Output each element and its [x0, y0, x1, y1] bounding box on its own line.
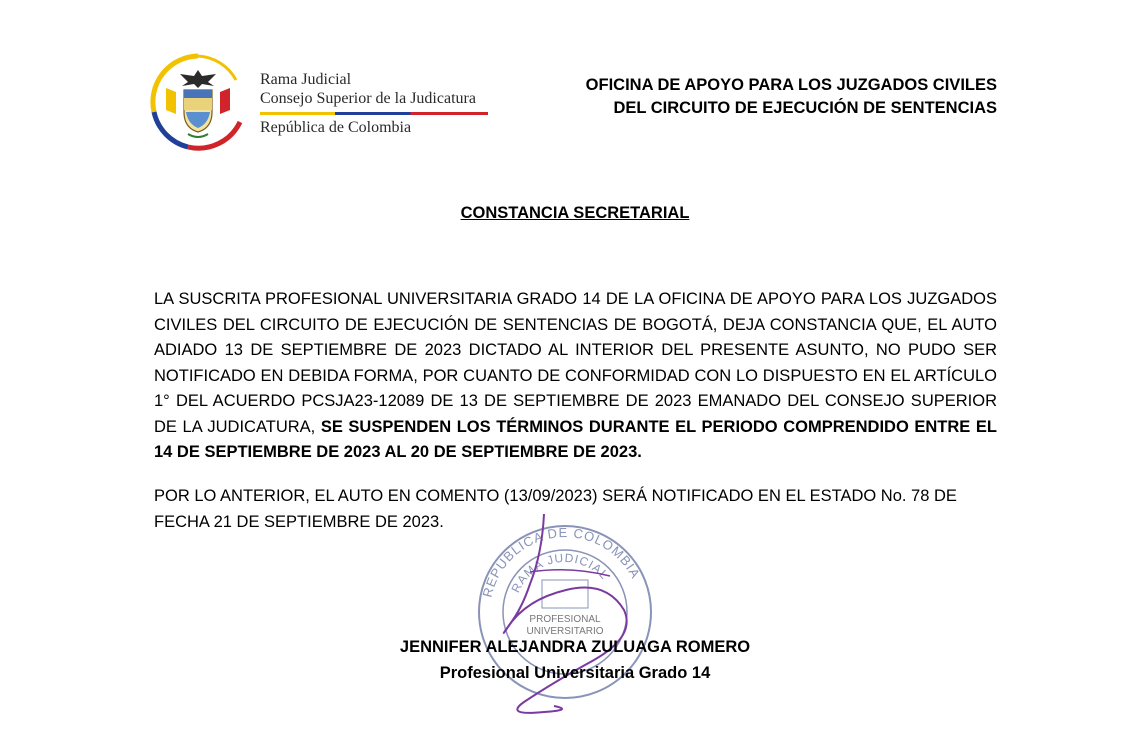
seal-ring-text: REPUBLICA DE COLOMBIA: [479, 524, 644, 599]
office-line-1: OFICINA DE APOYO PARA LOS JUZGADOS CIVILES: [585, 76, 997, 94]
rama-judicial-logo: [148, 52, 493, 157]
paragraph-constancia-text: LA SUSCRITA PROFESIONAL UNIVERSITARIA GRADO 14 DE LA OFICINA DE APOYO PARA LOS JUZGADOS CIVILES DEL CIRCUITO DE EJECUCIÓN DE SENTENCIAS DE BOGOTÁ, DEJA CONSTANCIA QUE, EL AUTO ADIADO 13 DE SEPTIEMBRE DE 2023 DICTADO AL INTERIOR DEL PRESENTE ASUNTO, NO PUDO SER NOTIFICADO EN DEBIDA FORMA, POR CUANTO DE CONFORMIDAD CON LO DISPUESTO EN EL ARTÍCULO 1° DEL ACUERDO PCSJA23-12089 DE 13 DE SEPTIEMBRE DE 2023 EMANADO DEL CONSEJO SUPERIOR DE LA JUDICATURA,: [154, 290, 997, 436]
colombia-coat-of-arms-icon: [148, 52, 248, 152]
document-title: CONSTANCIA SECRETARIAL: [460, 204, 690, 222]
office-heading: [586, 74, 997, 120]
logo-line-rama-judicial: Rama Judicial: [260, 71, 352, 88]
logo-text: [260, 70, 488, 137]
paragraph-notificacion: POR LO ANTERIOR, EL AUTO EN COMENTO (13/09/2023) SERÁ NOTIFICADO EN EL ESTADO No. 78 DE FECHA 21 DE SEPTIEMBRE DE 2023.: [154, 487, 957, 531]
logo-line-consejo: Consejo Superior de la Judicatura: [260, 90, 476, 107]
paragraph-constancia-bold: SE SUSPENDEN LOS TÉRMINOS DURANTE EL PERIODO COMPRENDIDO ENTRE EL 14 DE SEPTIEMBRE DE 2023 AL 20 DE SEPTIEMBRE DE 2023.: [154, 417, 997, 461]
signature-block: [0, 634, 1133, 686]
seal-center-line-1: PROFESIONAL: [529, 614, 601, 625]
paragraph-constancia: [154, 287, 997, 466]
signer-role: Profesional Universitaria Grado 14: [439, 664, 711, 682]
seal-center-line-2: UNIVERSITARIO: [526, 626, 604, 637]
logo-line-republica: República de Colombia: [260, 119, 412, 136]
office-line-2: DEL CIRCUITO DE EJECUCIÓN DE SENTENCIAS: [613, 99, 997, 117]
logo-color-bar: [260, 112, 488, 115]
signer-name: JENNIFER ALEJANDRA ZULUAGA ROMERO: [399, 638, 751, 656]
seal-arc-text: RAMA JUDICIAL: [508, 550, 612, 595]
